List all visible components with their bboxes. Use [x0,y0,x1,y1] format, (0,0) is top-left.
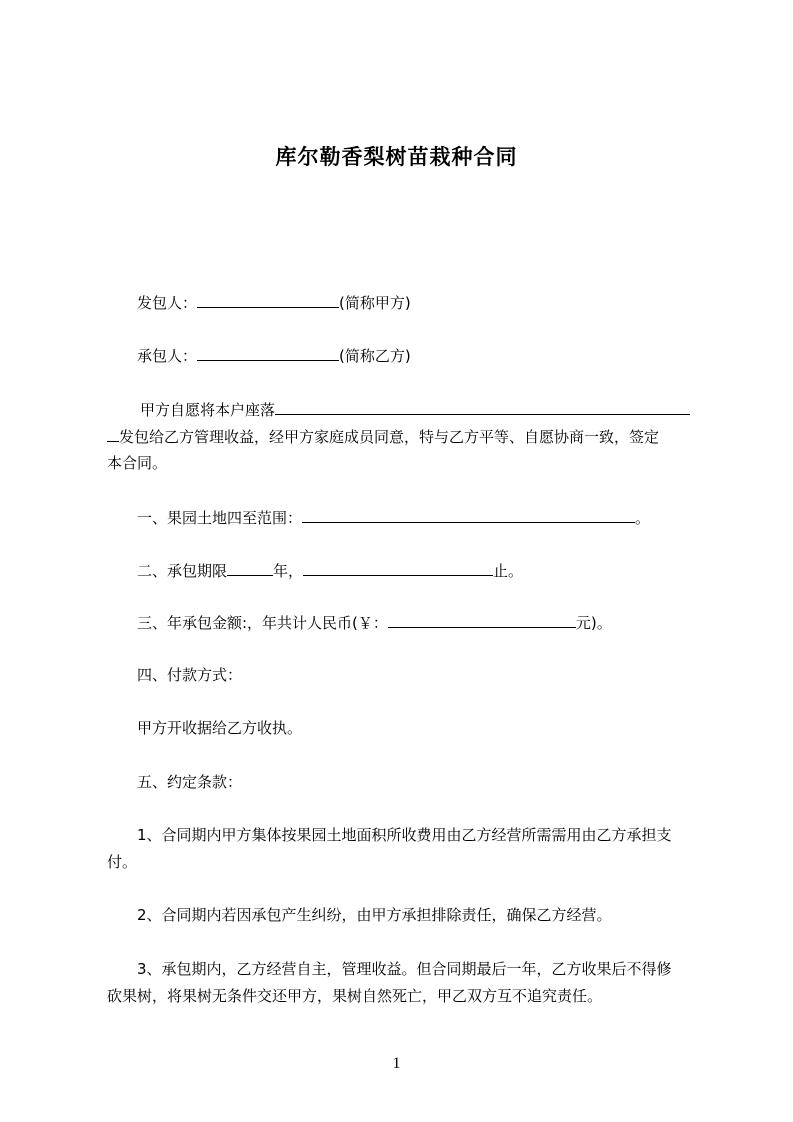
clause-5-item-1-line-1: 1、合同期内甲方集体按果园土地面积所收费用由乙方经营所需需用由乙方承担支 [137,826,672,844]
intro-text-2: 发包给乙方管理收益，经甲方家庭成员同意，特与乙方平等、自愿协商一致，签定 [119,428,660,446]
party-b-note: (简称乙方) [339,347,411,365]
clause-2-end: 止。 [493,562,524,580]
intro-location-blank [275,399,690,415]
clause-1-blank [302,507,635,523]
clause-1-end: 。 [635,509,651,527]
document-title: 库尔勒香梨树苗栽种合同 [275,145,518,169]
clause-4-heading: 四、付款方式： [137,666,243,684]
clause-3-end: 元)。 [575,614,612,632]
clause-1-text: 一、果园土地四至范围： [137,509,303,527]
intro-text-1: 甲方自愿将本户座落 [140,401,276,419]
clause-1-line [137,507,650,528]
party-a-blank [197,292,339,308]
clause-5-heading: 五、约定条款： [137,773,243,791]
clause-2-date-blank [303,560,493,576]
party-b-blank [197,345,339,361]
clause-5-item-3-line-2: 砍果树，将果树无条件交还甲方，果树自然死亡，甲乙双方互不追究责任。 [107,987,603,1005]
intro-continuation-blank [107,426,119,442]
clause-2-years-blank [227,560,273,576]
clause-2-text-1: 二、承包期限 [137,562,228,580]
party-b-label: 承包人： [137,347,198,365]
clause-2-text-2: 年， [273,562,304,580]
party-a-line [137,292,411,313]
intro-line-2 [107,426,659,447]
clause-5-item-2: 2、合同期内若因承包产生纠纷，由甲方承担排除责任，确保乙方经营。 [137,906,612,924]
clause-2-line [137,560,523,581]
intro-line-1 [140,399,690,420]
page-number: 1 [392,1055,401,1072]
clause-3-text: 三、年承包金额:，年共计人民币(￥： [137,614,388,632]
party-a-note: (简称甲方) [339,294,411,312]
clause-5-item-1-line-2: 付。 [107,853,138,871]
clause-3-line [137,612,612,633]
party-a-label: 发包人： [137,294,198,312]
clause-3-amount-blank [388,612,576,628]
intro-line-3: 本合同。 [107,454,168,472]
party-b-line [137,345,411,366]
clause-5-item-3-line-1: 3、承包期内，乙方经营自主，管理收益。但合同期最后一年，乙方收果后不得修 [137,960,672,978]
clause-4-body: 甲方开收据给乙方收执。 [137,719,303,737]
